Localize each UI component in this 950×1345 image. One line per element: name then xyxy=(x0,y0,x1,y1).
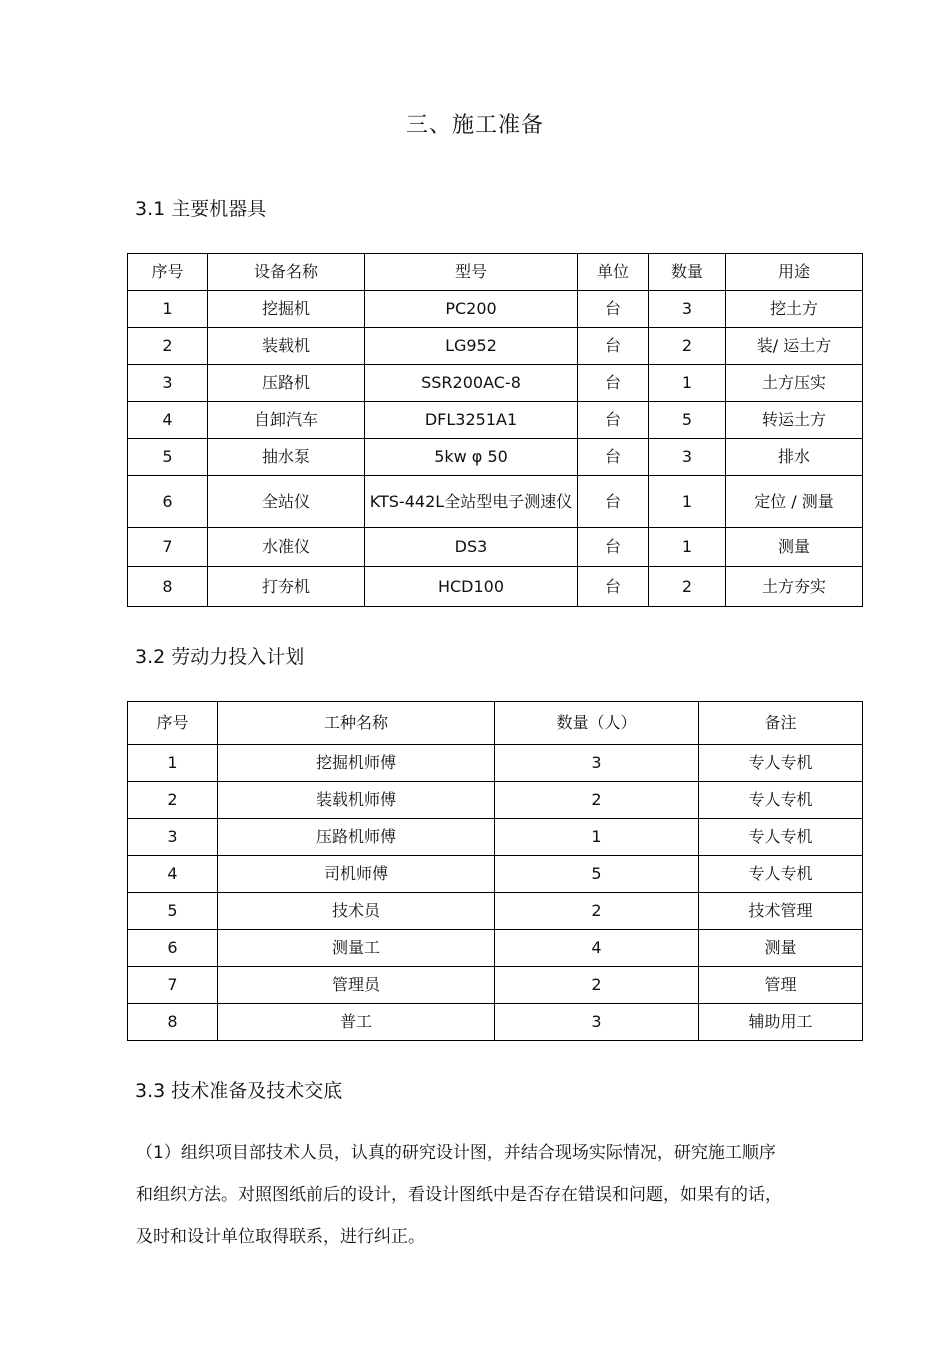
header-cell: 型号 xyxy=(365,254,578,291)
header-cell: 设备名称 xyxy=(208,254,365,291)
table-cell: 3 xyxy=(649,439,726,476)
table-cell: 8 xyxy=(128,567,208,607)
table-row xyxy=(128,567,863,607)
paragraph-line: （1）组织项目部技术人员，认真的研究设计图，并结合现场实际情况，研究施工顺序 xyxy=(136,1143,776,1163)
table-cell: 2 xyxy=(649,328,726,365)
table-cell: 打夯机 xyxy=(208,567,365,607)
table-cell: 压路机师傅 xyxy=(218,819,495,856)
table-cell: 7 xyxy=(128,967,218,1004)
table-cell: 2 xyxy=(495,967,699,1004)
table-cell: 1 xyxy=(128,291,208,328)
table-cell: 5kw φ 50 xyxy=(365,439,578,476)
table-cell: 4 xyxy=(128,402,208,439)
table-header-row xyxy=(128,702,863,745)
table-cell: 台 xyxy=(578,476,649,528)
table-cell: 6 xyxy=(128,476,208,528)
table-cell: 5 xyxy=(649,402,726,439)
table-cell: 辅助用工 xyxy=(699,1004,863,1041)
table-cell: 1 xyxy=(649,476,726,528)
section-heading-labor: 3.2 劳动力投入计划 xyxy=(135,646,305,668)
table-cell: PC200 xyxy=(365,291,578,328)
table-cell: 专人专机 xyxy=(699,782,863,819)
table-row xyxy=(128,365,863,402)
table-row xyxy=(128,328,863,365)
table-cell: 全站仪 xyxy=(208,476,365,528)
header-cell: 备注 xyxy=(699,702,863,745)
table-cell: DS3 xyxy=(365,528,578,567)
table-cell: 转运土方 xyxy=(726,402,863,439)
table-cell: 5 xyxy=(495,856,699,893)
section-heading-technical: 3.3 技术准备及技术交底 xyxy=(135,1080,343,1102)
header-cell: 单位 xyxy=(578,254,649,291)
table-cell: 3 xyxy=(649,291,726,328)
section-heading-equipment: 3.1 主要机器具 xyxy=(135,198,267,220)
table-row xyxy=(128,402,863,439)
table-cell: 5 xyxy=(128,893,218,930)
table-cell: 排水 xyxy=(726,439,863,476)
table-cell: 专人专机 xyxy=(699,856,863,893)
table-row xyxy=(128,819,863,856)
table-row xyxy=(128,439,863,476)
paragraph-technical xyxy=(136,1132,826,1258)
table-row xyxy=(128,856,863,893)
table-cell: 台 xyxy=(578,291,649,328)
table-cell: 司机师傅 xyxy=(218,856,495,893)
table-cell: 2 xyxy=(128,328,208,365)
table-cell: 台 xyxy=(578,328,649,365)
table-cell: 3 xyxy=(128,819,218,856)
table-cell: 定位 / 测量 xyxy=(726,476,863,528)
table-cell: 台 xyxy=(578,567,649,607)
table-row xyxy=(128,893,863,930)
table-cell: 2 xyxy=(649,567,726,607)
header-cell: 数量 xyxy=(649,254,726,291)
table-row xyxy=(128,967,863,1004)
table-cell: KTS-442L全站型电子测速仪 xyxy=(365,476,578,528)
table-cell: 土方夯实 xyxy=(726,567,863,607)
table-row xyxy=(128,1004,863,1041)
table-cell: 3 xyxy=(495,745,699,782)
header-cell: 工种名称 xyxy=(218,702,495,745)
table-cell: 1 xyxy=(128,745,218,782)
table-cell: 台 xyxy=(578,439,649,476)
table-cell: 管理员 xyxy=(218,967,495,1004)
table-row xyxy=(128,782,863,819)
header-cell: 用途 xyxy=(726,254,863,291)
header-cell: 序号 xyxy=(128,702,218,745)
table-cell: SSR200AC-8 xyxy=(365,365,578,402)
table-cell: 装载机 xyxy=(208,328,365,365)
table-cell: 8 xyxy=(128,1004,218,1041)
table-cell: 台 xyxy=(578,528,649,567)
table-cell: 装载机师傅 xyxy=(218,782,495,819)
table-cell: LG952 xyxy=(365,328,578,365)
header-cell: 序号 xyxy=(128,254,208,291)
table-cell: 2 xyxy=(495,782,699,819)
table-cell: 技术管理 xyxy=(699,893,863,930)
header-cell: 数量（人） xyxy=(495,702,699,745)
table-row xyxy=(128,930,863,967)
table-row xyxy=(128,476,863,528)
table-cell: 专人专机 xyxy=(699,745,863,782)
paragraph-line: 和组织方法。对照图纸前后的设计，看设计图纸中是否存在错误和问题，如果有的话， xyxy=(136,1185,782,1205)
table-cell: 挖土方 xyxy=(726,291,863,328)
equipment-table xyxy=(127,253,863,607)
table-cell: 4 xyxy=(128,856,218,893)
table-cell: 测量 xyxy=(726,528,863,567)
table-cell: 装/ 运土方 xyxy=(726,328,863,365)
table-cell: 1 xyxy=(495,819,699,856)
table-cell: 技术员 xyxy=(218,893,495,930)
table-cell: 台 xyxy=(578,402,649,439)
table-cell: 压路机 xyxy=(208,365,365,402)
table-row xyxy=(128,291,863,328)
table-cell: 普工 xyxy=(218,1004,495,1041)
table-cell: 6 xyxy=(128,930,218,967)
table-cell: 3 xyxy=(128,365,208,402)
labor-table xyxy=(127,701,863,1041)
table-cell: 2 xyxy=(128,782,218,819)
table-cell: 专人专机 xyxy=(699,819,863,856)
document-title: 三、施工准备 xyxy=(405,113,544,138)
table-cell: HCD100 xyxy=(365,567,578,607)
table-cell: 4 xyxy=(495,930,699,967)
table-cell: 7 xyxy=(128,528,208,567)
table-row xyxy=(128,528,863,567)
paragraph-line: 及时和设计单位取得联系，进行纠正。 xyxy=(136,1227,425,1247)
table-cell: 挖掘机 xyxy=(208,291,365,328)
table-cell: 2 xyxy=(495,893,699,930)
table-cell: 台 xyxy=(578,365,649,402)
table-cell: DFL3251A1 xyxy=(365,402,578,439)
table-cell: 抽水泵 xyxy=(208,439,365,476)
table-cell: 3 xyxy=(495,1004,699,1041)
table-cell: 5 xyxy=(128,439,208,476)
table-row xyxy=(128,745,863,782)
table-cell: 土方压实 xyxy=(726,365,863,402)
table-cell: 1 xyxy=(649,528,726,567)
table-header-row xyxy=(128,254,863,291)
table-cell: 管理 xyxy=(699,967,863,1004)
table-cell: 1 xyxy=(649,365,726,402)
table-cell: 自卸汽车 xyxy=(208,402,365,439)
table-cell: 挖掘机师傅 xyxy=(218,745,495,782)
table-cell: 测量工 xyxy=(218,930,495,967)
table-cell: 测量 xyxy=(699,930,863,967)
table-cell: 水准仪 xyxy=(208,528,365,567)
